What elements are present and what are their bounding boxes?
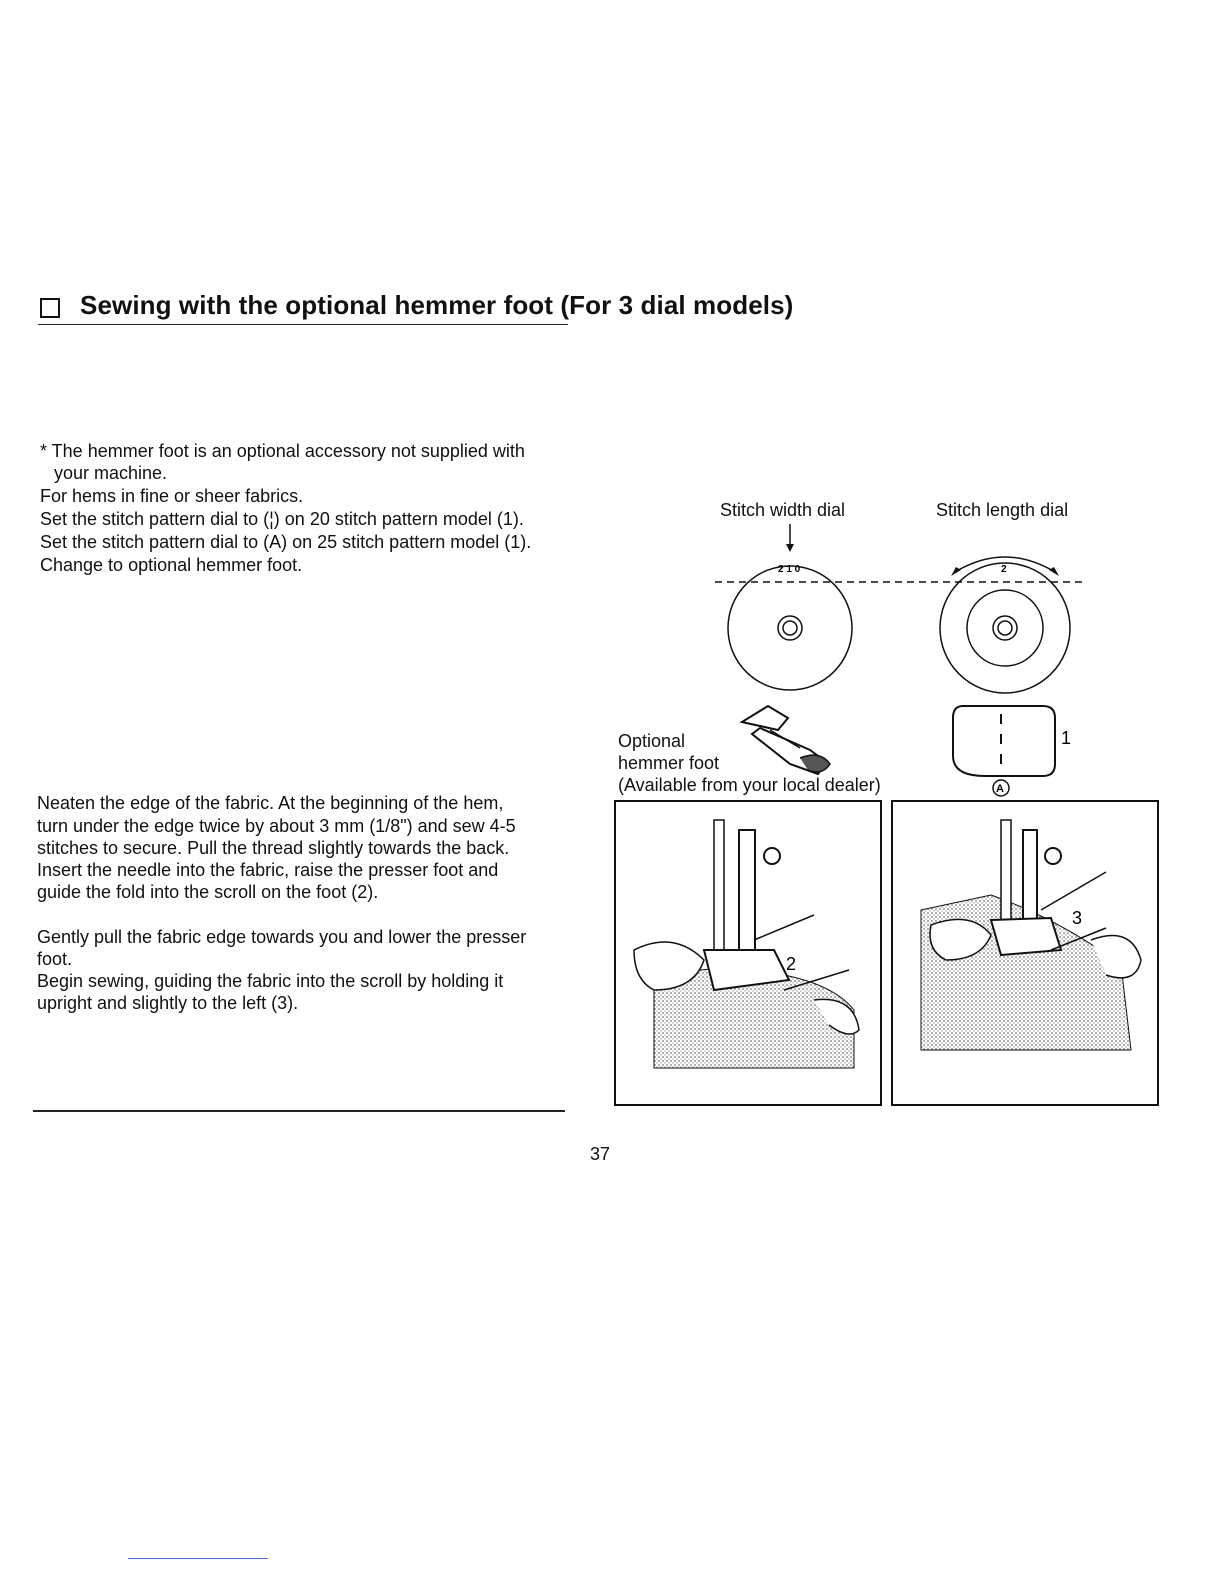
callout-1: 1 — [1061, 728, 1072, 748]
width-dial-arrowhead — [786, 544, 794, 552]
pattern-letter: A — [996, 783, 1004, 795]
intro-line4: Set the stitch pattern dial to (¦) on 20 stitch pattern model (1). — [40, 509, 524, 529]
width-dial-marks: 2 1 0 — [778, 564, 801, 575]
footer-underline — [128, 1558, 268, 1559]
instr-p2-line1: Gently pull the fabric edge towards you and lower the presser — [37, 927, 527, 947]
callout-3: 3 — [1072, 908, 1083, 928]
pattern-indicator — [945, 700, 1085, 800]
step-illustration-3 — [891, 800, 1161, 1106]
instr-p2-line4: upright and slightly to the left (3). — [37, 993, 299, 1013]
width-dial-circle — [728, 566, 852, 690]
instr-p2-line2: foot. — [37, 949, 73, 969]
instr-p1-line1: Neaten the edge of the fabric. At the beginning of the hem, — [37, 793, 504, 813]
hemmer-foot-illustration — [730, 700, 860, 780]
title-underline — [38, 324, 568, 325]
dials-diagram — [700, 520, 1100, 700]
intro-line6: Change to optional hemmer foot. — [40, 555, 303, 575]
instr-p2-line3: Begin sewing, guiding the fabric into the scroll by holding it — [37, 971, 504, 991]
page-number: 37 — [590, 1144, 611, 1164]
intro-note-line1: * The hemmer foot is an optional accessory not supplied with — [40, 441, 525, 461]
width-dial-center — [778, 616, 802, 640]
foot-label-line1: Optional — [618, 731, 686, 751]
pattern-window — [953, 706, 1055, 776]
instr-p1-line5: guide the fold into the scroll on the foot (2). — [37, 882, 379, 902]
instr-p1-line3: stitches to secure. Pull the thread slightly towards the back. — [37, 838, 510, 858]
length-dial-label: Stitch length dial — [936, 500, 1069, 520]
section-title: Sewing with the optional hemmer foot (For 3 dial models) — [80, 290, 794, 320]
intro-note-line2: your machine. — [54, 463, 168, 483]
intro-line5: Set the stitch pattern dial to (A) on 25 stitch pattern model (1). — [40, 532, 532, 552]
foot-label-line3: (Available from your local dealer) — [618, 775, 881, 795]
step-illustration-2 — [614, 800, 882, 1106]
width-dial-label: Stitch width dial — [720, 500, 846, 520]
instr-p1-line4: Insert the needle into the fabric, raise the presser foot and — [37, 860, 499, 880]
foot-label-line2: hemmer foot — [618, 753, 720, 773]
instr-p1-line2: turn under the edge twice by about 3 mm (1/8") and sew 4-5 — [37, 816, 516, 836]
length-dial-mark: 2 — [1001, 564, 1007, 575]
bottom-rule — [33, 1110, 565, 1112]
length-dial-inner — [967, 590, 1043, 666]
intro-line3: For hems in fine or sheer fabrics. — [40, 486, 304, 506]
length-dial-center — [993, 616, 1017, 640]
callout-2: 2 — [786, 954, 797, 974]
section-checkbox-icon — [40, 298, 60, 318]
